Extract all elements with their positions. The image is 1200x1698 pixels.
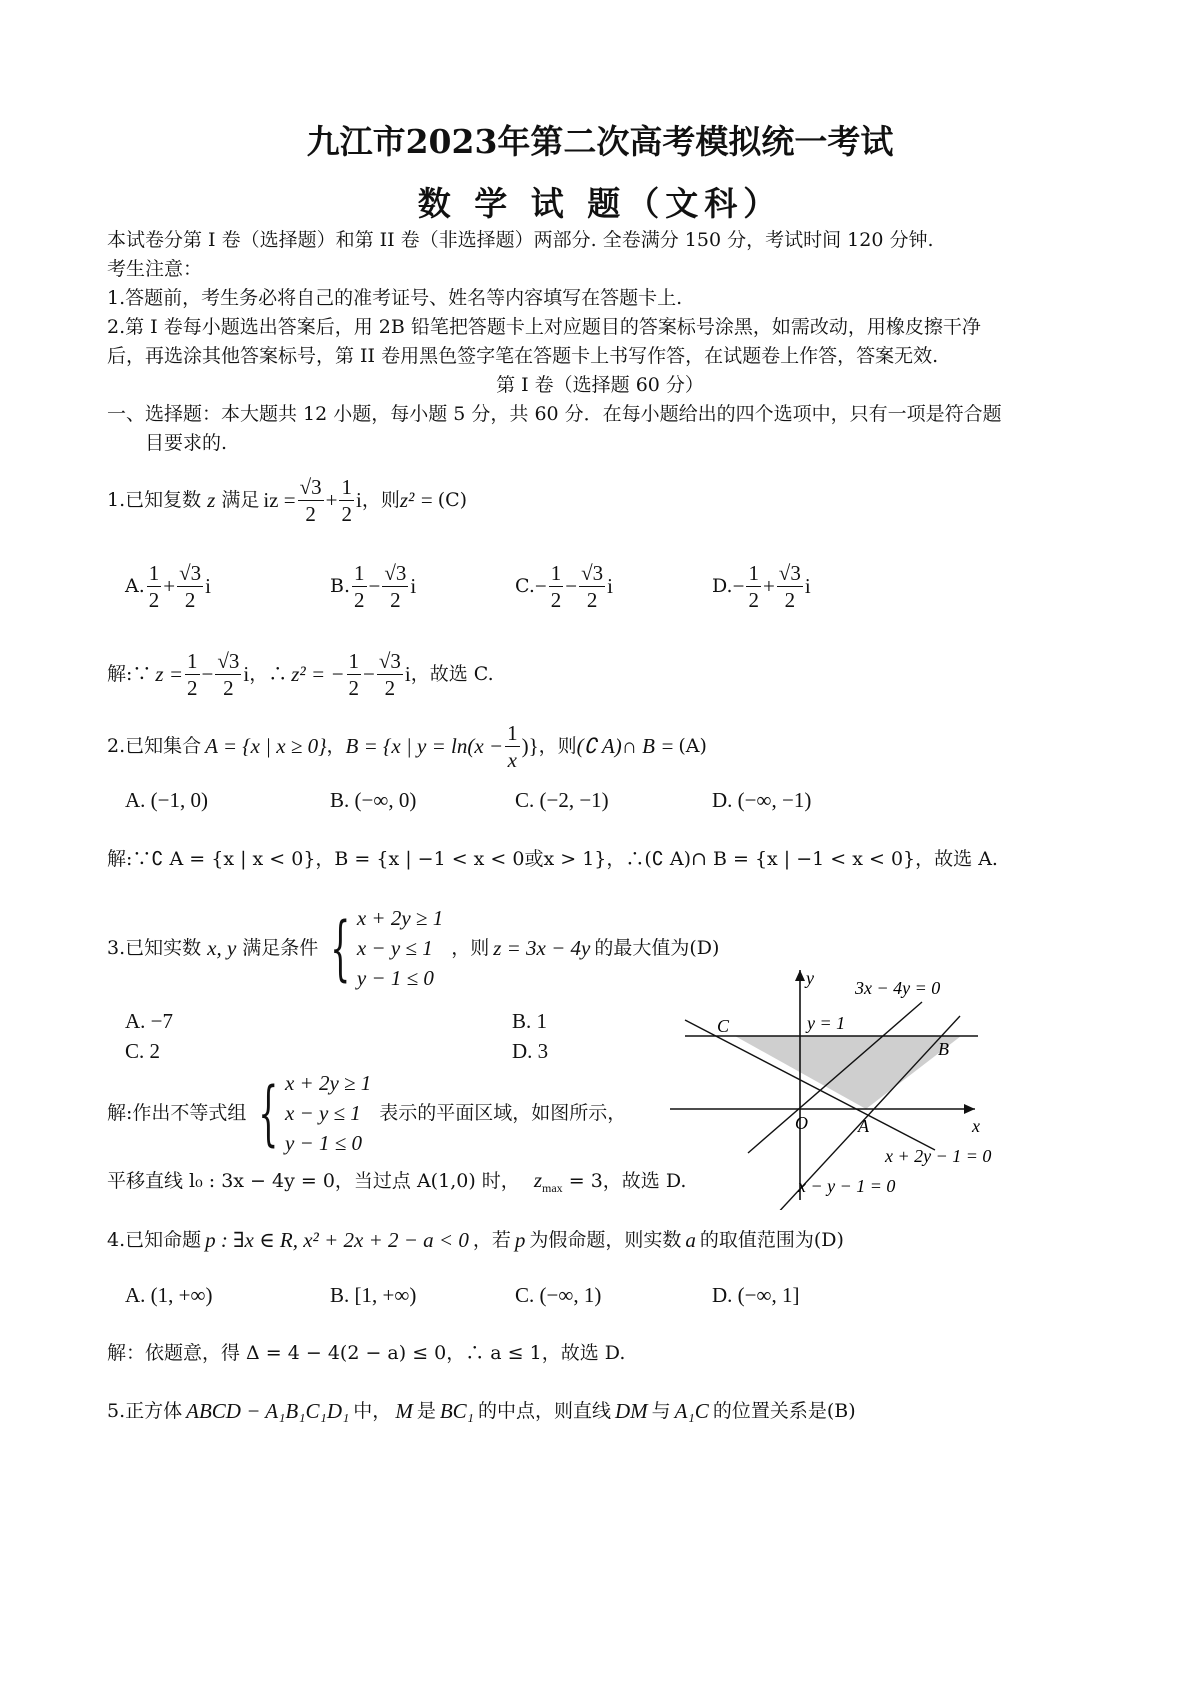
q5-stem-c: 是	[416, 1400, 436, 1422]
q4-stem-c: 为假命题，则实数	[529, 1229, 682, 1251]
q3-option-a: A. −7	[125, 1009, 174, 1033]
q3-brace: {	[330, 906, 351, 989]
q4-stem-a: 4.已知命题	[107, 1229, 202, 1251]
q4-option-d: D. (−∞, 1]	[712, 1283, 800, 1307]
q4-stem-d: 的取值范围为(D)	[699, 1229, 844, 1251]
q5-stem-d: 的中点，则直线	[477, 1400, 611, 1422]
section-title: 第 I 卷（选择题 60 分）	[496, 374, 704, 396]
q3-sol-c2: x − y ≤ 1	[284, 1100, 361, 1125]
q1-suffix: ，则	[361, 489, 400, 511]
q5-stem-a: 5.正方体	[107, 1400, 183, 1422]
q5-stem	[107, 1396, 856, 1426]
q4-option-c: C. (−∞, 1)	[515, 1283, 602, 1307]
q1-sol-z2: z² = −	[291, 662, 345, 686]
q1-sol-frac4: $\frac{√3}{2}$	[378, 648, 401, 700]
q1-opt-c-neg: −	[534, 574, 547, 598]
q5-bc1: BC₁	[439, 1399, 474, 1423]
q1-option-b	[330, 556, 416, 616]
q3-stem	[107, 900, 719, 995]
q1-answer: (C)	[437, 489, 468, 511]
q2-set-b-post: )}	[521, 734, 539, 758]
q2-option-a: A. (−1, 0)	[125, 788, 208, 812]
intro-line-1: 本试卷分第 I 卷（选择题）和第 II 卷（非选择题）两部分. 全卷满分 150 分，考试时间 120 分钟.	[107, 229, 934, 251]
q1-sol-frac2: $\frac{√3}{2}$	[217, 648, 240, 700]
fig-line-obj-label: 3x − 4y = 0	[855, 978, 941, 998]
q3-sol-system	[285, 1068, 371, 1158]
intro-line-3: 1.答题前，考生务必将自己的准考证号、姓名等内容填写在答题卡上.	[107, 287, 683, 309]
q1-frac-1-2: $\frac{1}{2}$	[341, 474, 352, 526]
q4-stem-b: ，若	[472, 1229, 511, 1251]
q4-stem	[107, 1225, 844, 1255]
q2-solution: 解:∵∁ A = {x | x < 0}，B = {x | −1 < x < 0或x > 1}，∴(∁ A)∩ B = {x | −1 < x < 0}，故选 A.	[107, 848, 998, 870]
q1-mid: 满足	[221, 489, 260, 511]
q3-stem-d: 的最大值为(D)	[594, 936, 720, 959]
q4-option-a: A. (1, +∞)	[125, 1283, 213, 1307]
q2-stem	[107, 718, 707, 774]
q3-sol-b: 表示的平面区域，如图所示，	[379, 1101, 627, 1124]
intro-line-4b: 后，再选涂其他答案标号，第 II 卷用黑色签字笔在答题卡上书写作答，在试题卷上作答，答案无效.	[107, 345, 939, 367]
q1-opt-a-label: A.	[125, 575, 145, 597]
q4-a: a	[685, 1228, 696, 1252]
fig-c-label: C	[717, 1016, 730, 1036]
q1-opt-c-frac1: $\frac{1}{2}$	[550, 560, 562, 612]
q1-stem	[107, 470, 467, 530]
q2-stem-c: ，则	[538, 735, 577, 757]
q1-sol-op2: −	[363, 662, 375, 686]
q1-opt-d-frac2: $\frac{√3}{2}$	[778, 560, 801, 612]
q3-option-b: B. 1	[512, 1009, 548, 1033]
q3-c2: x − y ≤ 1	[356, 935, 433, 960]
q1-opt-a-i: i	[205, 574, 211, 598]
q5-stem-f: 的位置关系是(B)	[712, 1400, 856, 1422]
q1-sol-op1: −	[201, 662, 214, 686]
q5-stem-e: 与	[651, 1400, 671, 1422]
exam-title: 九江市2023年第二次高考模拟统一考试	[306, 122, 894, 161]
q1-opt-a-op: +	[163, 574, 176, 598]
q1-opt-c-op: −	[565, 574, 578, 598]
q4-option-b: B. [1, +∞)	[330, 1283, 417, 1307]
q3-vars: x, y	[207, 935, 237, 960]
q1-opt-c-i: i	[607, 574, 613, 598]
q4-p: p	[514, 1228, 526, 1252]
q1-opt-b-op: −	[368, 574, 381, 598]
q1-frac-sqrt3-2: $\frac{√3}{2}$	[299, 474, 322, 526]
q1-opt-d-frac1: $\frac{1}{2}$	[748, 560, 759, 612]
q1-option-d	[712, 556, 811, 616]
fig-line-l2-label: x − y − 1 = 0	[798, 1176, 896, 1196]
exam-subtitle: 数 学 试 题（文科）	[417, 184, 783, 223]
q1-opt-d-neg: −	[732, 574, 745, 598]
q3-stem-c: ，则	[451, 936, 490, 959]
q5-m: M	[395, 1399, 413, 1423]
q3-feasible-region-figure	[660, 960, 1020, 1210]
q2-answer: (A)	[678, 735, 707, 757]
q3-sol-brace: {	[258, 1071, 279, 1154]
q1-prefix: 1.已知复数	[107, 489, 202, 511]
q3-c3: y − 1 ≤ 0	[356, 965, 434, 990]
q1-opt-d-i: i	[804, 574, 811, 598]
intro-line-2: 考生注意：	[107, 258, 203, 280]
q3-sol-d: = 3，故选 D.	[568, 1170, 687, 1192]
q3-zmax: $z_{max}$	[533, 1168, 563, 1196]
q1-opt-d-label: D.	[712, 575, 733, 597]
section-desc-a: 一、选择题：本大题共 12 小题，每小题 5 分，共 60 分．在每小题给出的四个选项中，只有一项是符合题	[107, 403, 1002, 425]
feasible-region-shade	[735, 1036, 961, 1109]
q1-opt-c-label: C.	[515, 575, 535, 597]
q4-prop: p : ∃x ∈ R, x² + 2x + 2 − a < 0	[205, 1228, 469, 1252]
q2-stem-b: ，	[326, 735, 346, 757]
q5-cube: ABCD − A₁B₁C₁D₁	[186, 1399, 350, 1423]
fig-line-l1-label: x + 2y − 1 = 0	[885, 1146, 992, 1166]
q1-var: z	[207, 488, 216, 512]
q3-sol-a: 解:作出不等式组	[107, 1101, 247, 1124]
q3-sol-c1: x + 2y ≥ 1	[284, 1070, 372, 1095]
fig-line-y-label: y = 1	[807, 1013, 846, 1033]
q1-sol-i2: i	[404, 662, 411, 686]
q1-z2: z² =	[399, 488, 434, 512]
q1-opt-a-frac1: $\frac{1}{2}$	[148, 560, 160, 612]
fig-a-label: A	[858, 1116, 869, 1136]
q5-a1c: A₁C	[674, 1399, 709, 1423]
q5-dm: DM	[614, 1399, 648, 1423]
fig-o-label: O	[795, 1113, 808, 1133]
q4-solution: 解：依题意，得 Δ = 4 − 4(2 − a) ≤ 0，∴ a ≤ 1，故选 D.	[107, 1342, 626, 1364]
q1-opt-b-frac1: $\frac{1}{2}$	[354, 560, 365, 612]
q3-option-d: D. 3	[512, 1039, 549, 1063]
q3-stem-b: 满足条件	[242, 936, 319, 959]
x-axis-arrow	[964, 1104, 975, 1114]
q3-solution	[107, 1065, 626, 1160]
q2-set-a: A = {x | x ≥ 0}	[205, 734, 327, 758]
q1-sol-frac3: $\frac{1}{2}$	[348, 648, 360, 700]
q2-set-b-pre: B = {x | y = ln(x −	[345, 734, 504, 758]
q3-sol-c3: y − 1 ≤ 0	[284, 1130, 362, 1155]
y-axis-arrow	[795, 970, 805, 981]
q1-option-c	[515, 556, 613, 616]
q3-sol-c: 平移直线 l₀ : 3x − 4y = 0，当过点 A(1,0) 时，	[107, 1170, 520, 1192]
intro-line-4a: 2.第 I 卷每小题选出答案后，用 2B 铅笔把答题卡上对应题目的答案标号涂黑，如需改动，用橡皮擦干净	[107, 316, 981, 338]
fig-b-label: B	[938, 1039, 949, 1059]
q1-sol-i1: i	[243, 662, 250, 686]
q2-option-d: D. (−∞, −1)	[712, 788, 812, 812]
q1-opt-b-label: B.	[330, 575, 351, 597]
q1-solution	[107, 644, 494, 704]
q3-stem-a: 3.已知实数	[107, 936, 202, 959]
q2-frac: $\frac{1}{x}$	[507, 720, 518, 772]
q1-i: i	[355, 488, 362, 512]
q3-option-c: C. 2	[125, 1039, 161, 1063]
q1-opt-c-frac2: $\frac{√3}{2}$	[581, 560, 604, 612]
q1-eq: iz =	[263, 488, 296, 512]
q1-plus: +	[325, 488, 338, 512]
q3-c1: x + 2y ≥ 1	[356, 905, 444, 930]
q2-option-c: C. (−2, −1)	[515, 788, 609, 812]
q3-solution-2	[107, 1167, 686, 1201]
q2-option-b: B. (−∞, 0)	[330, 788, 417, 812]
q2-stem-a: 2.已知集合	[107, 735, 202, 757]
q1-sol-z: z =	[155, 662, 183, 686]
q3-obj: z = 3x − 4y	[493, 935, 591, 960]
section-desc-b: 目要求的.	[145, 432, 228, 454]
fig-x-label: x	[972, 1116, 980, 1136]
fig-y-label: y	[806, 968, 814, 988]
q1-opt-a-frac2: $\frac{√3}{2}$	[179, 560, 202, 612]
q1-option-a	[125, 556, 211, 616]
q1-opt-d-op: +	[762, 574, 775, 598]
q3-system	[357, 903, 443, 993]
q1-opt-b-frac2: $\frac{√3}{2}$	[384, 560, 407, 612]
q1-sol-prefix: 解:∵	[107, 663, 152, 685]
q1-sol-mid: ，∴	[249, 663, 288, 685]
q1-sol-end: ，故选 C.	[410, 663, 494, 685]
q1-sol-frac1: $\frac{1}{2}$	[187, 648, 198, 700]
q1-opt-b-i: i	[410, 574, 417, 598]
q2-expr: (∁ A)∩ B =	[576, 734, 675, 758]
q5-stem-b: 中，	[353, 1400, 392, 1422]
